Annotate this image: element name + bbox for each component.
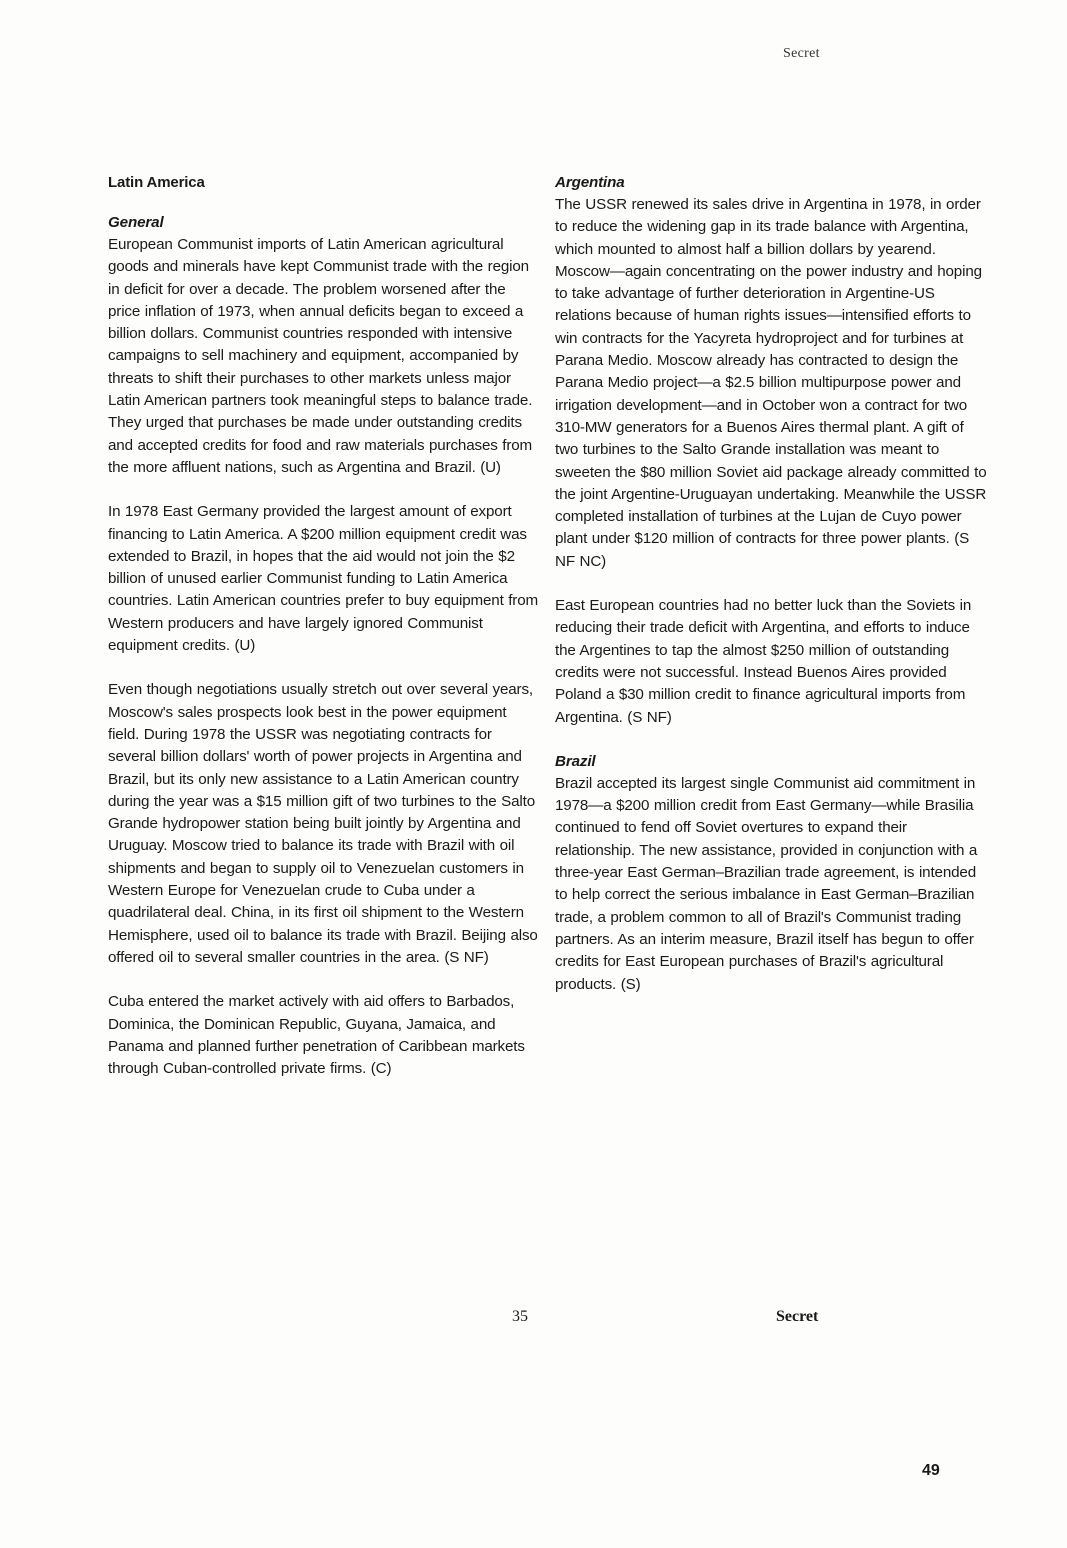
paragraph-general-4: Cuba entered the market actively with aid offers to Barbados, Dominica, the Dominican Republic, Guyana, Jamaica, and Panama and planned further penetration of Caribbean markets through Cuban-controlled private firms. (C) (108, 993, 525, 1078)
paragraph-brazil-1: Brazil accepted its largest single Communist aid commitment in 1978—a $200 million credit from East Germany—while Brasilia continued to fend off Soviet overtures to expand their relationship. The new assistance, provided in conjunction with a three-year East German–Brazilian trade agreement, is intended to help correct the serious imbalance in East German–Brazilian trade, a problem common to all of Brazil's Communist trading partners. As an interim measure, Brazil itself has begun to offer credits for East European purchases of Brazil's agricultural products. (S) (555, 774, 978, 993)
paragraph-general-1: European Communist imports of Latin American agricultural goods and minerals have kept Communist trade with the region in deficit for over a decade. The problem worsened after the price inflation of 1973, when annual deficits began to exceed a billion dollars. Communist countries responded with intensive campaigns to sell machinery and equipment, accompanied by threats to shift their purchases to other markets unless major Latin American partners took meaningful steps to balance trade. They urged that purchases be made under outstanding credits and accepted credits for food and raw materials purchases from the more affluent nations, such as Argentina and Brazil. (U) (108, 236, 533, 476)
paragraph-argentina-2: East European countries had no better luck than the Soviets in reducing their trade deficit with Argentina, and efforts to induce the Argentines to tap the almost $250 million of outstanding credits were not successful. Instead Buenos Aires provided Poland a $30 million credit to finance agricultural imports from Argentina. (S NF) (555, 597, 972, 726)
subsection-title-argentina: Argentina (555, 174, 625, 191)
paragraph-general-2: In 1978 East Germany provided the largest amount of export financing to Latin America. A $200 million equipment credit was extended to Brazil, in hopes that the aid would not join the $2 billion of unused earlier Communist funding to Latin America countries. Latin American countries prefer to buy equipment from Western producers and have largely ignored Communist equipment credits. (U) (108, 503, 538, 655)
subsection-title-general: General (108, 214, 164, 231)
subsection-title-brazil: Brazil (555, 752, 596, 770)
footer-page-number: 35 (512, 1308, 528, 1325)
section-title-latin-america: Latin America (108, 174, 205, 191)
paragraph-argentina-1: The USSR renewed its sales drive in Argentina in 1978, in order to reduce the widening gap in its trade balance with Argentina, which mounted to almost half a billion dollars by yearend. Moscow—again concentrating on the power industry and hoping to take advantage of further deterioration in Argentine-US relations because of human rights issues—intensified efforts to win contracts for the Yacyreta hydroproject and for turbines at Parana Medio. Moscow already has contracted to design the Parana Medio project—a $2.5 billion multipurpose power and irrigation development—and in October won a contract for two 310-MW generators for a Buenos Aires thermal plant. A gift of two turbines to the Salto Grande installation was meant to sweeten the $80 million Soviet aid package already committed to the joint Argentine-Uruguayan undertaking. Meanwhile the USSR completed installation of turbines at the Lujan de Cuyo power plant under $120 million of contracts for three power plants. (S NF NC) (555, 196, 987, 570)
header-classification: Secret (783, 46, 820, 61)
right-column (555, 172, 987, 1018)
footer-classification: Secret (776, 1308, 819, 1325)
left-column (108, 172, 540, 1102)
paragraph-general-3: Even though negotiations usually stretch out over several years, Moscow's sales prospects look best in the power equipment field. During 1978 the USSR was negotiating contracts for several billion dollars' worth of power projects in Argentina and Brazil, but its only new assistance to a Latin American country during the year was a $15 million gift of two turbines to the Salto Grande hydropower station being built jointly by Argentina and Uruguay. Moscow tried to balance its trade with Brazil with oil shipments and began to supply oil to Venezuelan customers in Western Europe for Venezuelan crude to Cuba under a quadrilateral deal. China, in its first oil shipment to the Western Hemisphere, used oil to balance its trade with Brazil. Beijing also offered oil to several smaller countries in the area. (S NF) (108, 681, 538, 966)
document-page-number: 49 (922, 1462, 940, 1479)
